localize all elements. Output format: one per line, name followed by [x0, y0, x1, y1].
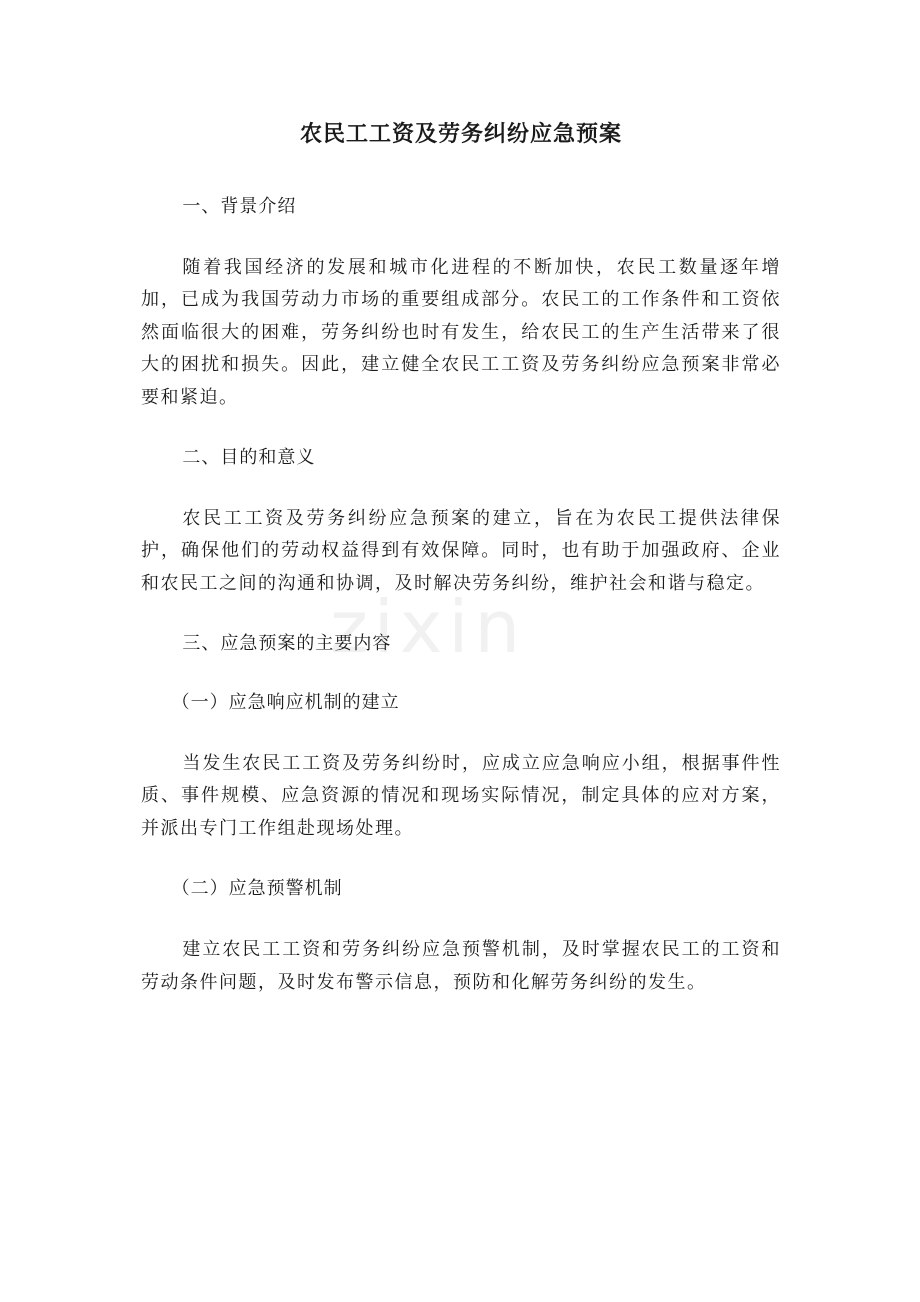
paragraph-purpose: 农民工工资及劳务纠纷应急预案的建立，旨在为农民工提供法律保护，确保他们的劳动权益得到有效保障。同时，也有助于加强政府、企业和农民工之间的沟通和协调，及时解决劳务纠纷，维护社会和谐与稳定。 — [141, 507, 781, 594]
subheading-response-mechanism: （一）应急响应机制的建立 — [171, 692, 400, 714]
paragraph-response-mechanism: 当发生农民工工资及劳务纠纷时，应成立应急响应小组，根据事件性质、事件规模、应急资源的情况和现场实际情况，制定具体的应对方案，并派出专门工作组赴现场处理。 — [141, 752, 781, 839]
section-heading-background: 一、背景介绍 — [182, 195, 297, 217]
section-heading-purpose: 二、目的和意义 — [182, 447, 316, 469]
document-title: 农民工工资及劳务纠纷应急预案 — [299, 122, 622, 147]
paragraph-background: 随着我国经济的发展和城市化进程的不断加快，农民工数量逐年增加，已成为我国劳动力市场的重要组成部分。农民工的工作条件和工资依然面临很大的困难，劳务纠纷也时有发生，给农民工的生产生活带来了很大的困扰和损失。因此，建立健全农民工工资及劳务纠纷应急预案非常必要和紧迫。 — [141, 256, 781, 408]
section-heading-main-content: 三、应急预案的主要内容 — [182, 633, 392, 655]
watermark-text: zixin — [330, 585, 527, 669]
document-page — [141, 120, 781, 1029]
paragraph-warning-mechanism: 建立农民工工资和劳务纠纷应急预警机制，及时掌握农民工的工资和劳动条件问题，及时发布警示信息，预防和化解劳务纠纷的发生。 — [141, 939, 781, 993]
subheading-warning-mechanism: （二）应急预警机制 — [171, 878, 343, 900]
